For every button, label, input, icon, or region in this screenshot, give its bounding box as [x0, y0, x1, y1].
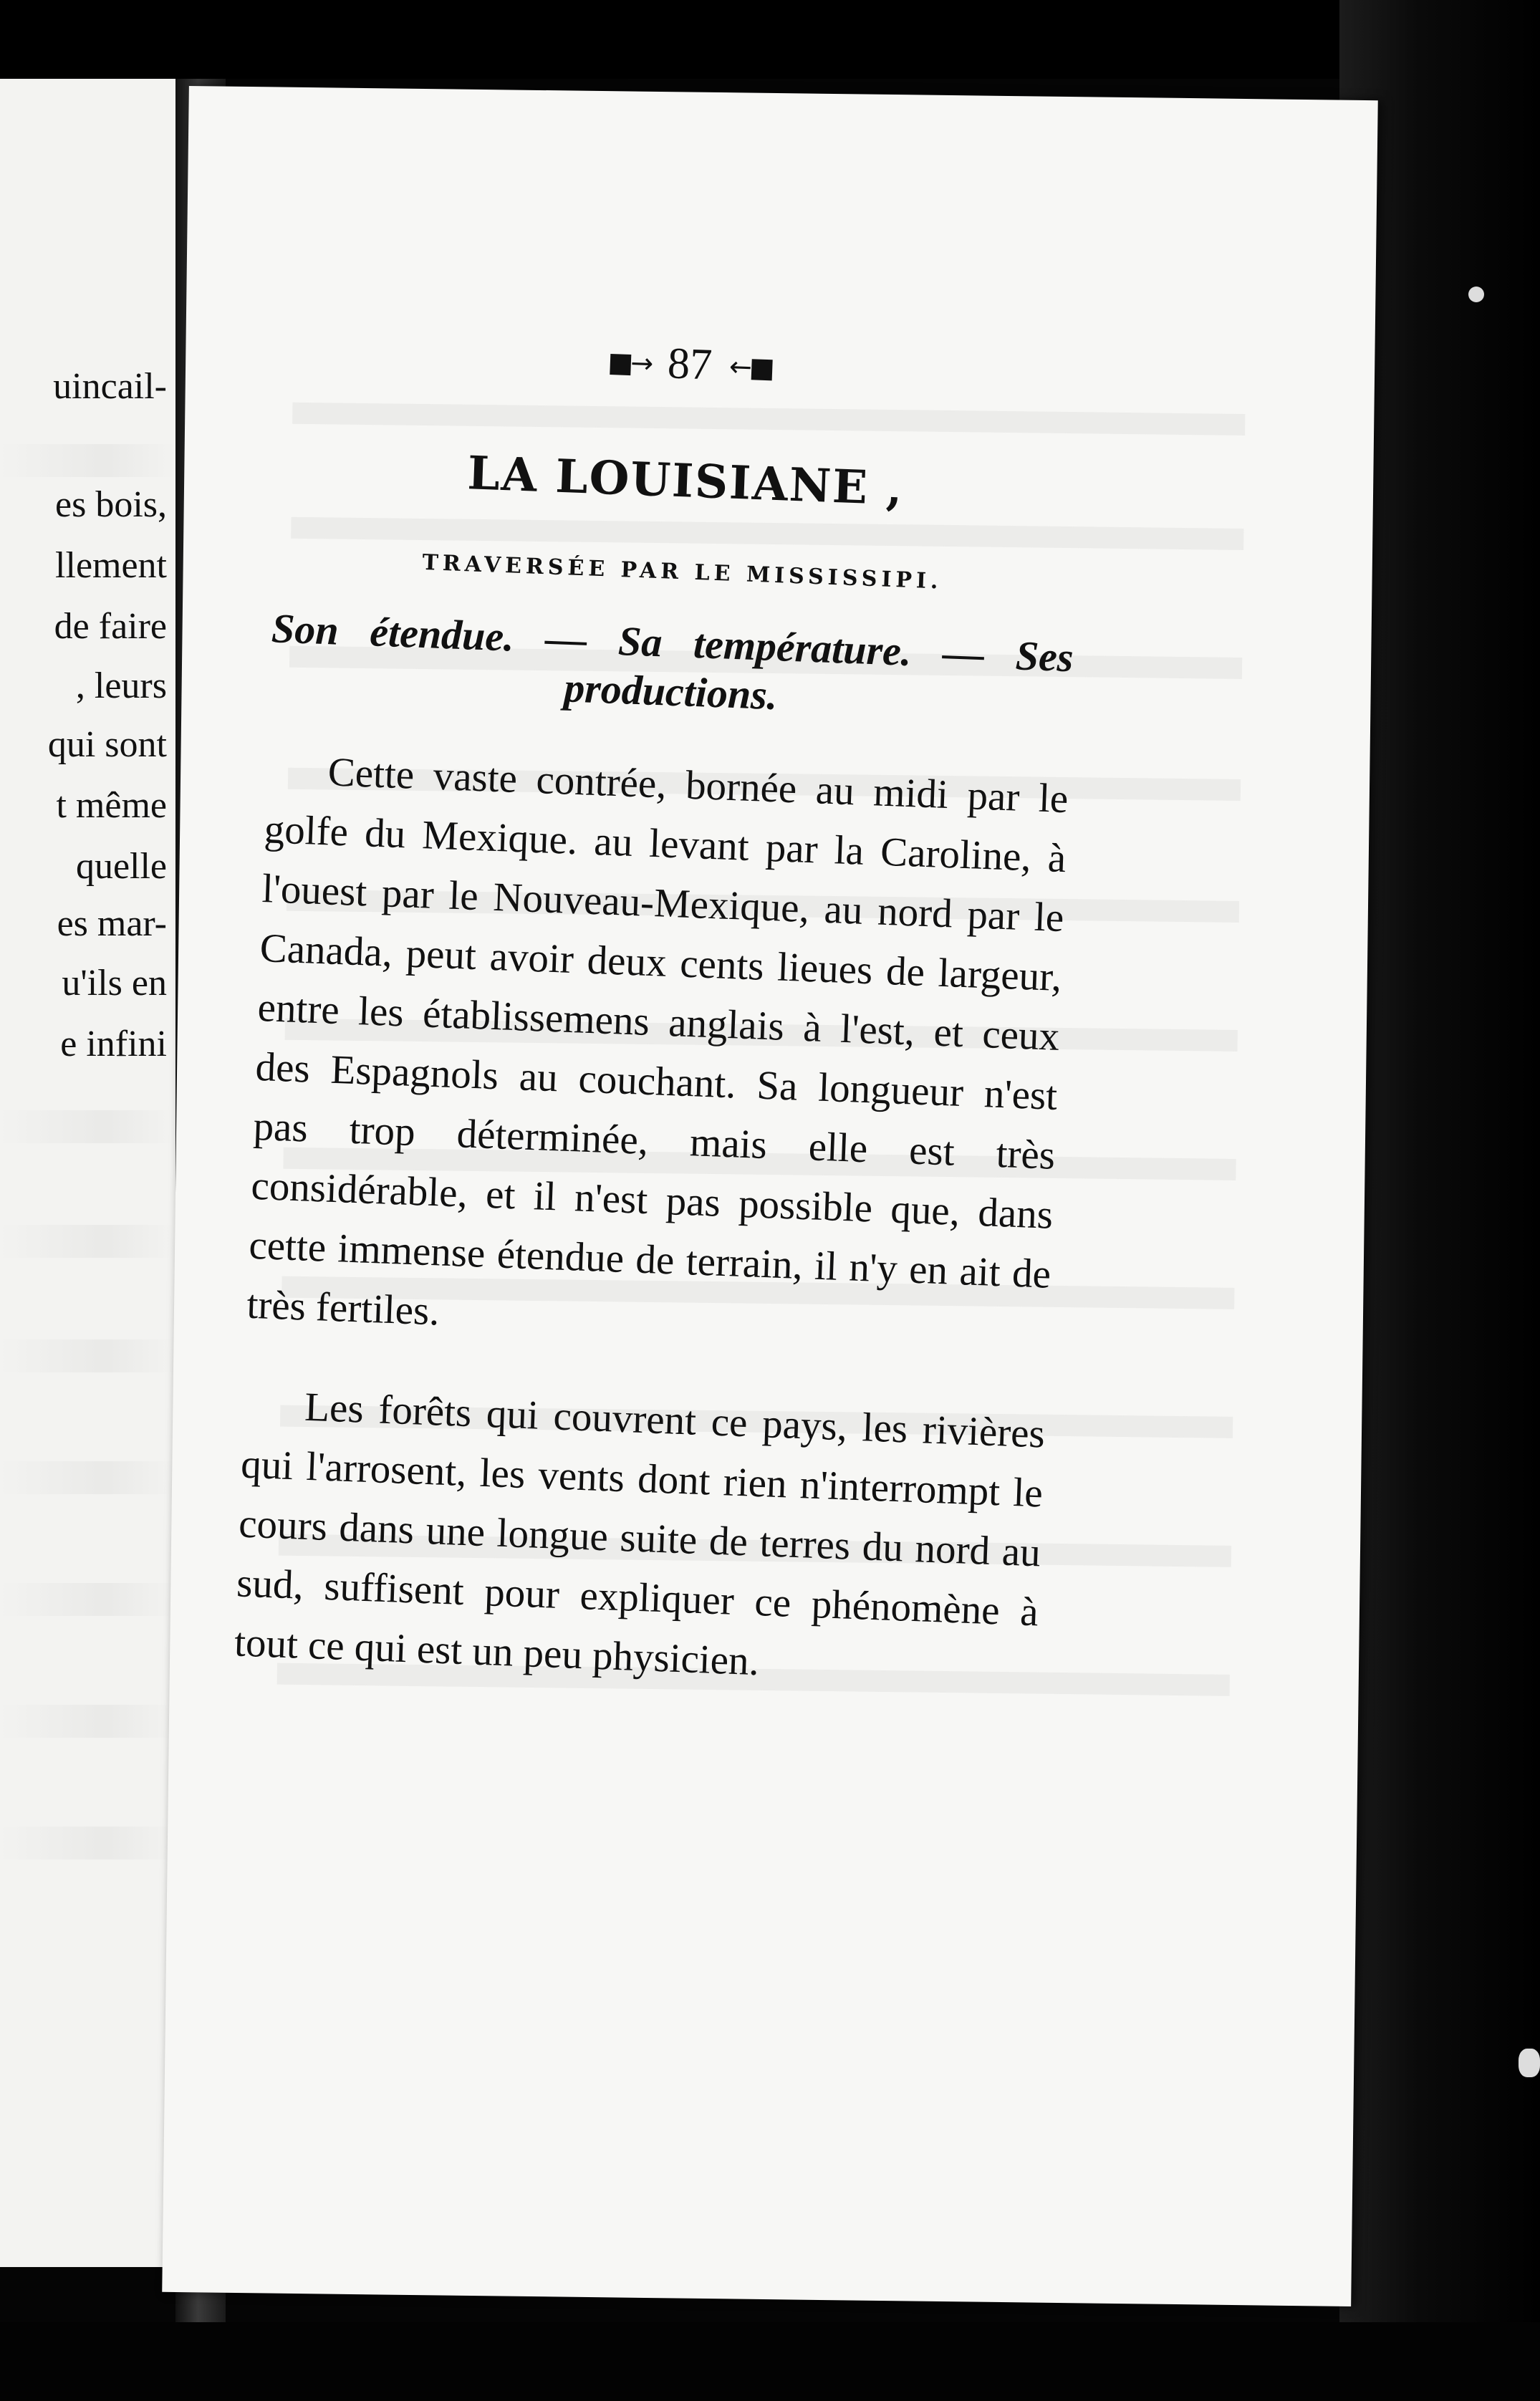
- left-page-line: e infini: [60, 1024, 167, 1064]
- show-through: [0, 1827, 175, 1859]
- ornament-right: ←■: [728, 350, 773, 384]
- show-through: [0, 1110, 175, 1143]
- left-page-line: uincail-: [53, 366, 167, 407]
- scan-border-bottom: [0, 2322, 1540, 2401]
- left-page-line: es mar-: [57, 903, 167, 944]
- left-page-line: u'ils en: [62, 963, 167, 1004]
- page-header: [295, 324, 1084, 404]
- body-paragraph: Cette vaste contrée, bornée au midi par le golfe du Mexique. au levant par la Caroline, à l'ouest par le Nouveau-Mexique, au nord par le Canada, peut avoir deux cents lieues de largeur, entre les établissemens anglais à l'est, et ceux des Espagnols au couchant. Sa longueur n'est pas trop déterminée, mais elle est très considérable, et il n'est pas possible que, dans cette immense étendue de terrain, il n'y en ait de très fertiles.: [246, 749, 1069, 1334]
- book-page: [162, 86, 1378, 2306]
- left-page-line: t même: [56, 785, 167, 826]
- page-content: [203, 323, 1084, 1742]
- chapter-title: LA LOUISIANE ,: [466, 446, 905, 516]
- page-number: 87: [666, 339, 713, 390]
- show-through: [0, 444, 175, 477]
- dust-speck: [1519, 2049, 1540, 2077]
- show-through: [0, 1225, 175, 1258]
- chapter-subtitle: TRAVERSÉE PAR LE MISSISSIPI.: [421, 549, 943, 595]
- show-through: [0, 1705, 175, 1738]
- show-through: [0, 1461, 175, 1494]
- dust-speck: [1468, 287, 1484, 302]
- left-page-line: es bois,: [55, 484, 167, 525]
- left-page-line: , leurs: [75, 665, 167, 706]
- left-page-line: quelle: [75, 846, 167, 887]
- ornament-left: ■→: [607, 345, 651, 379]
- left-page-line: qui sont: [47, 724, 167, 765]
- left-page-line: de faire: [54, 606, 167, 647]
- previous-page: [0, 79, 180, 2267]
- show-through: [0, 1339, 175, 1372]
- show-through: [0, 1583, 175, 1616]
- left-page-line: llement: [55, 545, 167, 586]
- chapter-summary: Son étendue. — Sa température. — Ses productions.: [271, 605, 1074, 719]
- body-paragraph: Les forêts qui couvrent ce pays, les rivières qui l'arrosent, les vents dont rien n'interrompt le cours dans une longue suite de terres du nord au sud, suffisent pour expliquer ce phénomène à tout ce qui est un peu physicien.: [234, 1384, 1046, 1685]
- scan-border-top: [0, 0, 1540, 79]
